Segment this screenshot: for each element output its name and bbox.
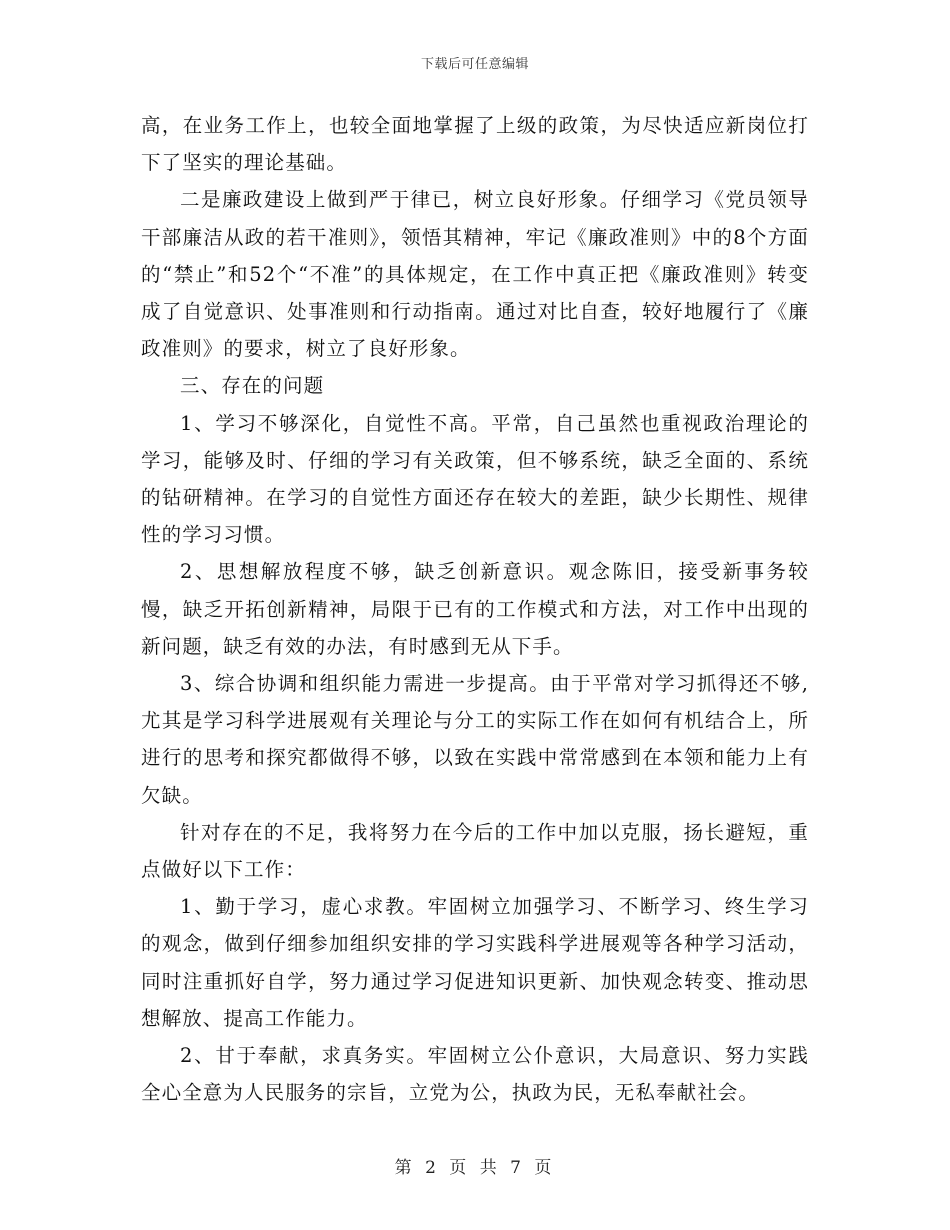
paragraph: 1、学习不够深化，自觉性不高。平常，自己虽然也重视政治理论的学习，能够及时、仔细的学习有关政策，但不够系统，缺乏全面的、系统的钻研精神。在学习的自觉性方面还存在较大的差距，缺少长期性、规律性的学习习惯。 (141, 411, 809, 547)
page-number: 第 2 页 共 7 页 (394, 1158, 556, 1178)
document-body (141, 107, 809, 1111)
paragraph: 2、思想解放程度不够，缺乏创新意识。观念陈旧，接受新事务较慢，缺乏开拓创新精神，局限于已有的工作模式和方法，对工作中出现的新问题，缺乏有效的办法，有时感到无从下手。 (141, 560, 809, 658)
page-header-note: 下载后可任意编辑 (420, 57, 529, 72)
section-heading: 三、存在的问题 (180, 374, 325, 398)
paragraph: 3、综合协调和组织能力需进一步提高。由于平常对学习抓得还不够,尤其是学习科学进展观有关理论与分工的实际工作在如何有机结合上，所进行的思考和探究都做得不够，以致在实践中常常感到在本领和能力上有欠缺。 (141, 672, 809, 807)
paragraph: 高，在业务工作上，也较全面地掌握了上级的政策，为尽快适应新岗位打下了坚实的理论基础。 (141, 114, 809, 175)
paragraph: 针对存在的不足，我将努力在今后的工作中加以克服，扬长避短，重点做好以下工作： (141, 820, 809, 882)
paragraph: 二是廉政建设上做到严于律已，树立良好形象。仔细学习《党员领导干部廉洁从政的若干准则》，领悟其精神，牢记《廉政准则》中的8个方面的“禁止”和52个“不准”的具体规定，在工作中真正把《廉政准则》转变成了自觉意识、处事准则和行动指南。通过对比自查，较好地履行了《廉政准则》的要求，树立了良好形象。 (141, 188, 809, 361)
paragraph: 2、甘于奉献，求真务实。牢固树立公仆意识，大局意识、努力实践全心全意为人民服务的宗旨，立党为公，执政为民，无私奉献社会。 (141, 1044, 809, 1105)
paragraph: 1、勤于学习，虚心求教。牢固树立加强学习、不断学习、终生学习的观念，做到仔细参加组织安排的学习实践科学进展观等各种学习活动，同时注重抓好自学，努力通过学习促进知识更新、加快观念转变、推动思想解放、提高工作能力。 (141, 895, 809, 1030)
